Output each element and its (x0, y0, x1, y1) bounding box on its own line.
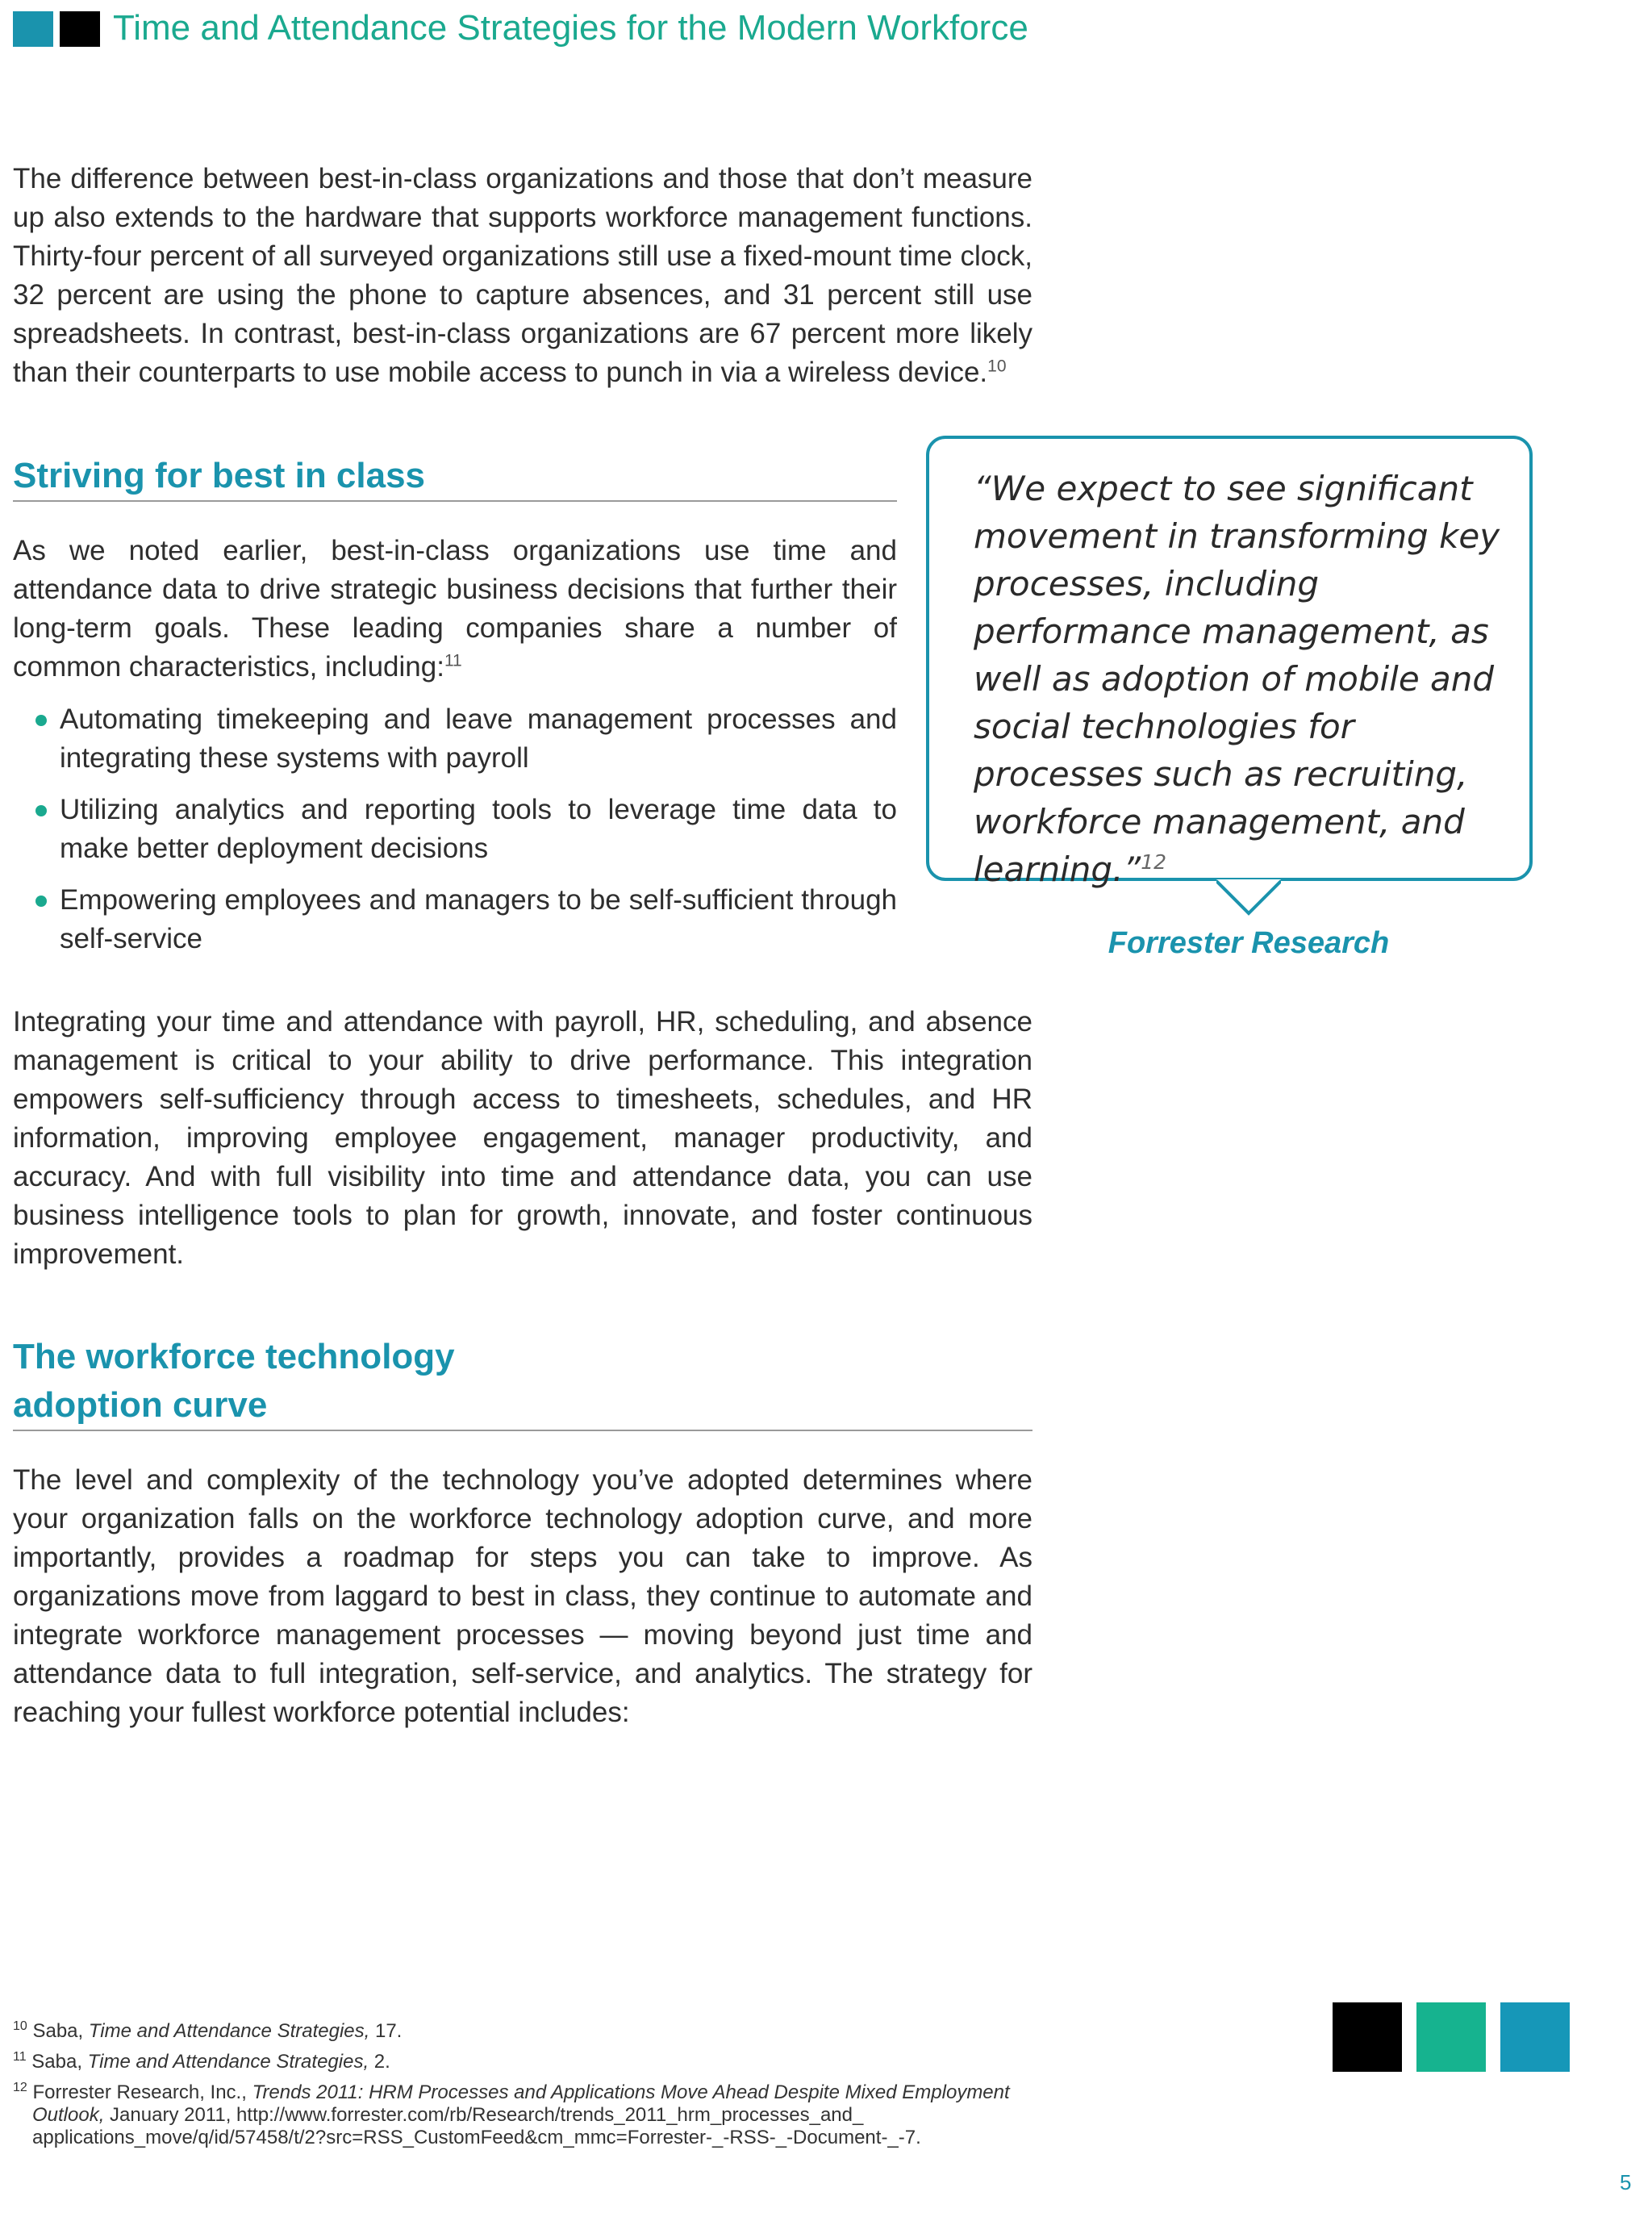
section1-intro-paragraph: As we noted earlier, best-in-class organizations use time and attendance data to drive strategic business decisions that further their long-term goals. These leading companies share a number of common characteristics, including:$^{11}$ (13, 535, 897, 683)
footnote-ref-10[interactable]: 10 (987, 357, 1007, 376)
list-item: Automating timekeeping and leave management processes and integrating these systems with payroll (13, 700, 897, 778)
decor-square-teal (1416, 2002, 1486, 2072)
list-item: Empowering employees and managers to be self-sufficient through self-service (13, 881, 897, 958)
section1-closing-paragraph: Integrating your time and attendance with payroll, HR, scheduling, and absence management is critical to your ability to drive performance. This integration empowers self-sufficiency through access to timesheets, schedules, and HR information, improving employee engagement, manager productivity, and accuracy. And with full visibility into time and attendance data, you can use business intelligence tools to plan for growth, innovate, and foster continuous improvement. (13, 1006, 1032, 1270)
header-square-blue (13, 11, 53, 47)
bullet-icon (35, 805, 47, 816)
footnote-ref-11[interactable]: 11 (444, 651, 462, 670)
bullet-icon (35, 896, 47, 907)
bullet-icon (35, 715, 47, 726)
characteristics-list (13, 700, 897, 971)
header-square-black (60, 11, 100, 47)
section-divider (13, 500, 897, 502)
footnote-12: $^{12}$ Forrester Research, Inc., Trends 2011: HRM Processes and Applications Move Ahead Despite Mixed Employment Outlook, January 2011, http://www.forrester.com/rb/Research/trends_2011_hrm_processes_and_ applications_move/q/id/57458/t/2?src=RSS_CustomFeed&cm_mmc=Forrester-_-RSS-_-Document-_-7. (13, 2081, 1010, 2148)
quote-text: “We expect to see significant movement in transforming key processes, including performance management, as well as adoption of mobile and social technologies for processes such as recruiting, workforce management, and learning.”$^{12}$ (974, 469, 1500, 889)
quote-source: Forrester Research (1108, 926, 1390, 960)
footnote-ref-12[interactable]: 12 (1141, 850, 1167, 874)
footnote-11: $^{11}$ Saba, Time and Attendance Strategies, 2. (13, 2050, 390, 2073)
decor-square-blue (1500, 2002, 1570, 2072)
page-number: 5 (1620, 2170, 1632, 2194)
section-heading-adoption-curve: The workforce technology adoption curve (13, 1337, 455, 1425)
section-divider (13, 1430, 1032, 1431)
intro-paragraph: The difference between best-in-class organizations and those that don’t measure up also extends to the hardware that supports workforce management functions. Thirty-four percent of all surveyed organizations still use a fixed-mount time clock, 32 percent are using the phone to capture absences, and 31 percent still use spreadsheets. In contrast, best-in-class organizations are 67 percent more likely than their counterparts to use mobile access to punch in via a wireless device.$^{10}$ (13, 163, 1032, 388)
decor-square-black (1333, 2002, 1402, 2072)
section2-paragraph: The level and complexity of the technology you’ve adopted determines where your organization falls on the workforce technology adoption curve, and more importantly, provides a roadmap for steps you can take to improve. As organizations move from laggard to best in class, they continue to automate and integrate workforce management processes — moving beyond just time and attendance data to full integration, self-service, and analytics. The strategy for reaching your fullest workforce potential includes: (13, 1464, 1032, 1728)
document-title: Time and Attendance Strategies for the Modern Workforce (113, 8, 1028, 48)
section-heading-striving: Striving for best in class (13, 456, 426, 495)
list-item: Utilizing analytics and reporting tools to leverage time data to make better deployment decisions (13, 791, 897, 868)
footnote-10: $^{10}$ Saba, Time and Attendance Strategies, 17. (13, 2019, 403, 2042)
